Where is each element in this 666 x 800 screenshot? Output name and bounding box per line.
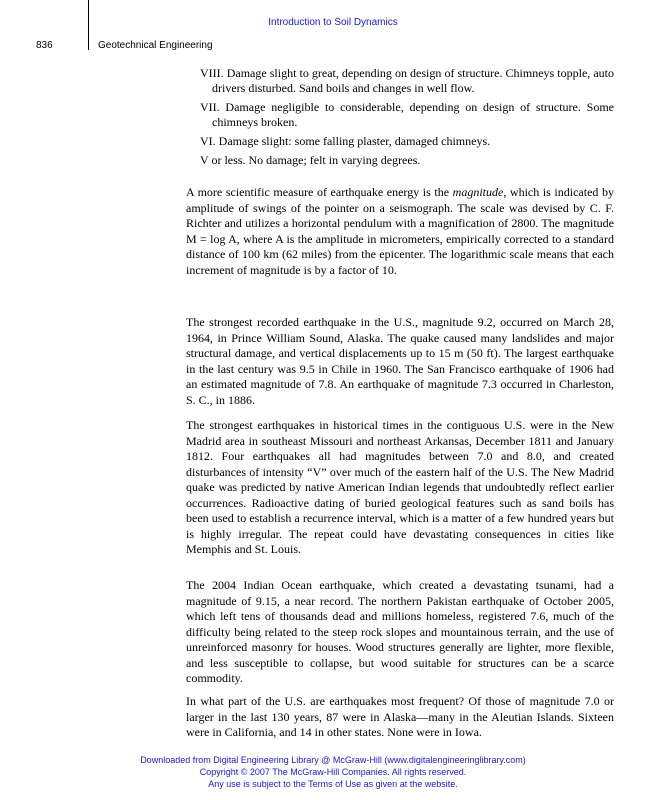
running-head: Geotechnical Engineering bbox=[98, 40, 213, 51]
list-item: VI. Damage slight: some falling plaster, damaged chimneys. bbox=[200, 134, 491, 148]
paragraph-strongest-us: The strongest recorded earthquake in the U.S., magnitude 9.2, occurred on March 28, 1964, in Prince William Sound, Alaska. The quake caused many landslides and major structural damage, and vertical displacements up to 15 m (50 ft). The largest earthquake in the last century was 9.5 in Chile in 1960. The San Francisco earthquake of 1906 had an estimated magnitude of 7.8. An earthquake of magnitude 7.3 occurred in Charleston, S. C., in 1886. bbox=[186, 315, 614, 407]
list-item: V or less. No damage; felt in varying degrees. bbox=[200, 153, 421, 167]
footer-download-link[interactable]: Downloaded from Digital Engineering Library @ McGraw-Hill (www.digitalengineeringlibrary.com) bbox=[140, 755, 526, 765]
paragraph-frequency: In what part of the U.S. are earthquakes most frequent? Of those of magnitude 7.0 or larger in the last 130 years, 87 were in Alaska—many in the Aleutian Islands. Sixteen were in California, and 14 in other states. None were in Iowa. bbox=[186, 694, 614, 739]
footer-terms-link[interactable]: Any use is subject to the Terms of Use as given at the website. bbox=[208, 779, 458, 789]
page-number: 836 bbox=[36, 40, 53, 51]
magnitude-term: magnitude bbox=[452, 185, 504, 199]
list-item: VIII. Damage slight to great, depending on design of structure. Chimneys topple, auto drivers disturbed. Sand boils and changes in well flow. bbox=[200, 66, 614, 95]
list-item: VII. Damage negligible to considerable, depending on design of structure. Some chimneys broken. bbox=[200, 100, 614, 129]
p1-before: A more scientific measure of earthquake energy is the bbox=[186, 185, 453, 199]
chapter-title-link[interactable]: Introduction to Soil Dynamics bbox=[268, 17, 398, 28]
intensity-scale-list bbox=[200, 66, 614, 172]
paragraph-new-madrid: The strongest earthquakes in historical times in the contiguous U.S. were in the New Madrid area in southeast Missouri and northeast Arkansas, December 1811 and January 1812. Four earthquakes all had magnitudes between 7.0 and 8.0, and created disturbances of intensity “V” over much of the eastern half of the U.S. The New Madrid quake was predicted by native American Indian legends that undoubtedly reflect earlier occurrences. Radioactive dating of buried geological features such as sand boils has been used to establish a recurrence interval, which is a matter of a few hundred years but is highly irregular. The repeat could have devastating consequences in cities like Memphis and St. Louis. bbox=[186, 418, 614, 556]
footer-copyright: Copyright © 2007 The McGraw-Hill Companies. All rights reserved. bbox=[199, 767, 467, 777]
paragraph-indian-ocean: The 2004 Indian Ocean earthquake, which created a devastating tsunami, had a magnitude of 9.15, a near record. The northern Pakistan earthquake of October 2005, which left tens of thousands dead and millions homeless, registered 7.6, much of the difficulty being related to the steep rock slopes and mountainous terrain, and the use of unreinforced masonry for houses. Wood structures generally are lighter, more flexible, and less susceptible to collapse, but wood suitable for structures can be a scarce commodity. bbox=[186, 578, 614, 685]
paragraph-magnitude bbox=[186, 185, 614, 278]
p1-after: , which is indicated by amplitude of swings of the pointer on a seismograph. The scale was devised by C. F. Richter and utilizes a horizontal pendulum with a magnification of 2800. The magnitude M = log A, where A is the amplitude in micrometers, empirically corrected to a standard distance of 100 km (62 miles) from the epicenter. The logarithmic scale means that each increment of magnitude is by a factor of 10. bbox=[186, 185, 614, 277]
